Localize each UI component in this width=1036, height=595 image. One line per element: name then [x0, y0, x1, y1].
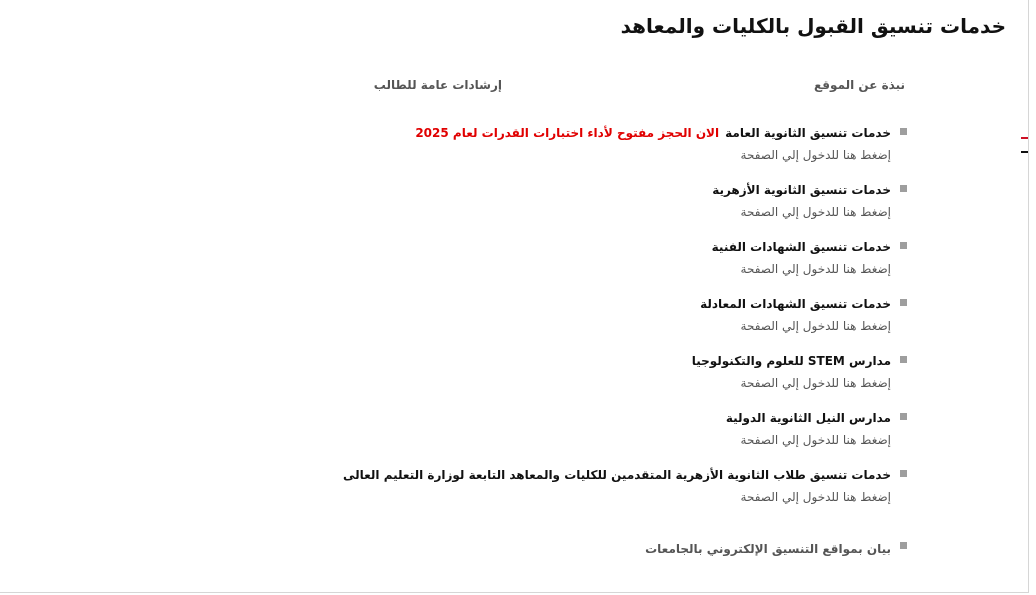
- square-bullet-icon: [900, 470, 907, 477]
- enter-page-link[interactable]: إضغط هنا للدخول إلي الصفحة: [740, 148, 891, 162]
- university-sites-link[interactable]: بيان بمواقع التنسيق الإلكتروني بالجامعات: [645, 542, 891, 556]
- enter-page-link[interactable]: إضغط هنا للدخول إلي الصفحة: [740, 205, 891, 219]
- service-title-link[interactable]: مدارس STEM للعلوم والتكنولوجيا: [691, 354, 891, 368]
- service-item-azhar-secondary: [11, 181, 891, 238]
- service-title-link[interactable]: خدمات تنسيق الثانوية العامة: [725, 126, 891, 140]
- square-bullet-icon: [900, 128, 907, 135]
- services-list: [11, 124, 891, 523]
- service-title-row: [11, 295, 891, 312]
- service-title-row: [11, 352, 891, 369]
- enter-page-link[interactable]: إضغط هنا للدخول إلي الصفحة: [740, 319, 891, 333]
- service-title-row: [11, 124, 891, 141]
- service-item-equivalent-certificates: [11, 295, 891, 352]
- service-title-row: [11, 181, 891, 198]
- service-item-stem-schools: [11, 352, 891, 409]
- university-sites-item: [645, 538, 891, 557]
- service-title-link[interactable]: مدارس النيل الثانوية الدولية: [725, 411, 891, 425]
- square-bullet-icon: [900, 242, 907, 249]
- enter-page-link[interactable]: إضغط هنا للدخول إلي الصفحة: [740, 433, 891, 447]
- flag-black-stripe: [1021, 151, 1028, 153]
- service-item-nile-schools: [11, 409, 891, 466]
- service-item-general-secondary: [11, 124, 891, 181]
- service-item-azhar-higher-education: [11, 466, 891, 523]
- service-title-link[interactable]: خدمات تنسيق الشهادات الفنية: [711, 240, 891, 254]
- service-title-row: [11, 238, 891, 255]
- flag-red-stripe: [1021, 137, 1028, 139]
- square-bullet-icon: [900, 299, 907, 306]
- about-site-link[interactable]: نبذة عن الموقع: [813, 78, 905, 92]
- service-title-link[interactable]: خدمات تنسيق طلاب الثانوية الأزهرية المتقدمين للكليات والمعاهد التابعة لوزارة التعليم العالى: [342, 468, 891, 482]
- service-title-row: [11, 409, 891, 426]
- service-title-row: [11, 466, 891, 483]
- square-bullet-icon: [900, 542, 907, 549]
- enter-page-link[interactable]: إضغط هنا للدخول إلي الصفحة: [740, 376, 891, 390]
- square-bullet-icon: [900, 185, 907, 192]
- service-item-technical-certificates: [11, 238, 891, 295]
- service-title-link[interactable]: خدمات تنسيق الشهادات المعادلة: [700, 297, 891, 311]
- square-bullet-icon: [900, 413, 907, 420]
- student-guidance-link[interactable]: إرشادات عامة للطالب: [373, 78, 502, 92]
- square-bullet-icon: [900, 356, 907, 363]
- enter-page-link[interactable]: إضغط هنا للدخول إلي الصفحة: [740, 490, 891, 504]
- aptitude-exam-alert: الان الحجز مفتوح لأداء اختبارات القدرات لعام 2025: [415, 126, 720, 140]
- page-title: خدمات تنسيق القبول بالكليات والمعاهد: [620, 14, 1006, 38]
- service-title-link[interactable]: خدمات تنسيق الثانوية الأزهرية: [712, 183, 891, 197]
- enter-page-link[interactable]: إضغط هنا للدخول إلي الصفحة: [740, 262, 891, 276]
